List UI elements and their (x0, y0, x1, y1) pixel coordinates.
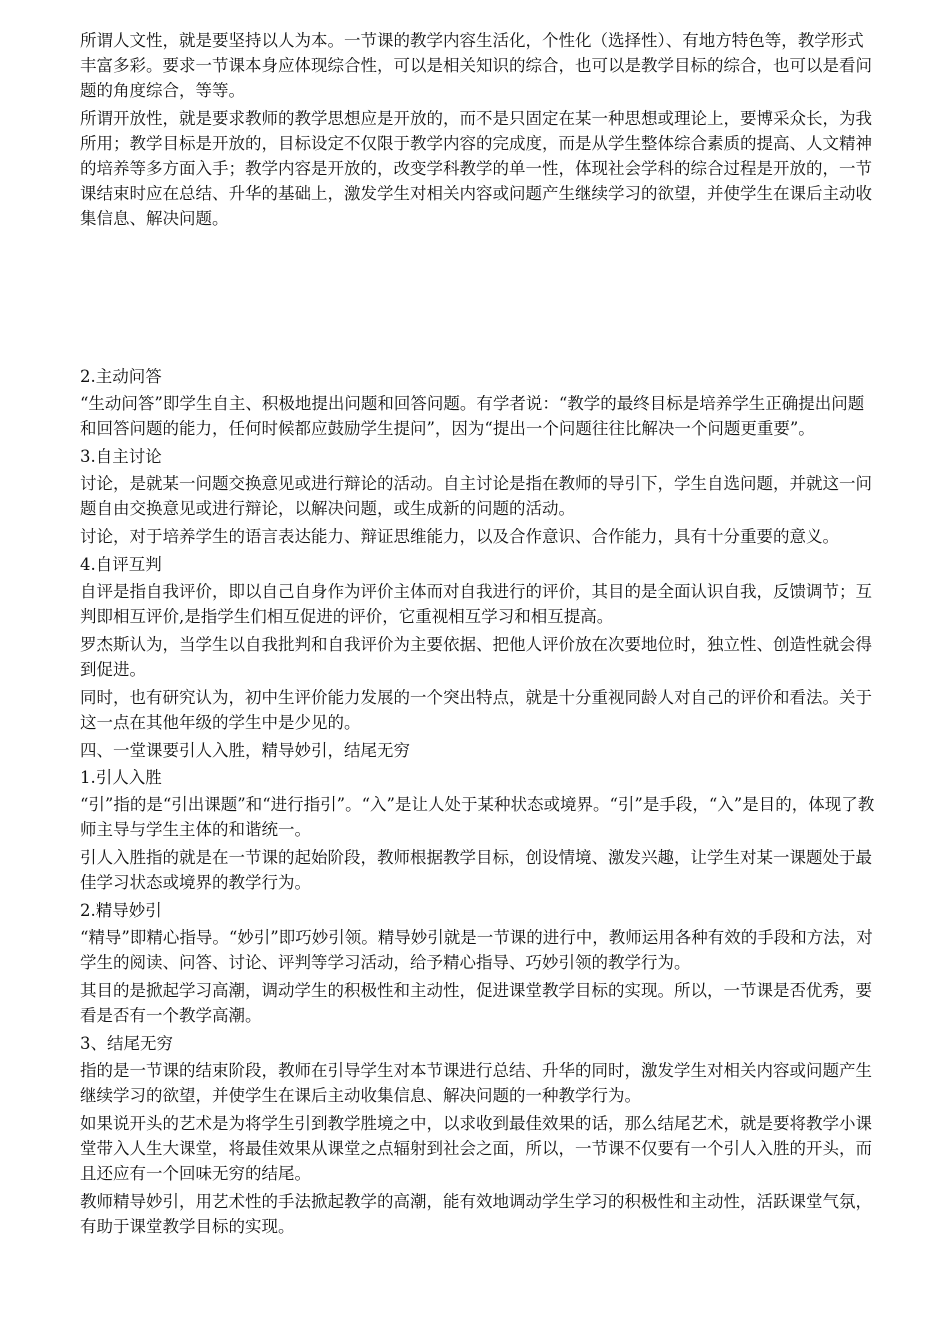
heading-ending: 3、结尾无穷 (80, 1034, 173, 1053)
heading-self-evaluation: 4.自评互判 (80, 555, 162, 574)
paragraph-guidance-1: “精导”即精心指导。“妙引”即巧妙引领。精导妙引就是一节课的进行中，教师运用各种有效的手段和方法，对学生的阅读、问答、讨论、评判等学习活动，给予精心指导、巧妙引领的教学行为。 (80, 928, 873, 972)
paragraph-ending-3: 教师精导妙引，用艺术性的手法掀起教学的高潮，能有效地调动学生学习的积极性和主动性，活跃课堂气氛，有助于课堂教学目标的实现。 (80, 1192, 872, 1236)
paragraph-evaluation-3: 同时，也有研究认为，初中生评价能力发展的一个突出特点，就是十分重视同龄人对自己的评价和看法。关于这一点在其他年级的学生中是少见的。 (80, 688, 872, 732)
paragraph-discussion-2: 讨论，对于培养学生的语言表达能力、辩证思维能力，以及合作意识、合作能力，具有十分重要的意义。 (80, 527, 839, 546)
paragraph-discussion-1: 讨论，是就某一问题交换意见或进行辩论的活动。自主讨论是指在教师的导引下，学生自选问题，并就这一问题自由交换意见或进行辩论，以解决问题，或生成新的问题的活动。 (80, 474, 872, 518)
heading-engaging-intro: 1.引人入胜 (80, 768, 162, 787)
document-page (80, 28, 880, 1242)
paragraph-guidance-2: 其目的是掀起学习高潮，调动学生的积极性和主动性，促进课堂教学目标的实现。所以，一节课是否优秀，要看是否有一个教学高潮。 (80, 981, 872, 1025)
paragraph-openness: 所谓开放性，就是要求教师的教学思想应是开放的，而不是只固定在某一种思想或理论上，要博采众长，为我所用；教学目标是开放的，目标设定不仅限于教学内容的完成度，而是从学生整体综合素质的提高、人文精神的培养等多方面入手；教学内容是开放的，改变学科教学的单一性，体现社会学科的综合过程是开放的，一节课结束时应在总结、升华的基础上，激发学生对相关内容或问题产生继续学习的欲望，并使学生在课后主动收集信息、解决问题。 (80, 109, 872, 228)
paragraph-humanistic: 所谓人文性，就是要坚持以人为本。一节课的教学内容生活化，个性化（选择性）、有地方特色等，教学形式丰富多彩。要求一节课本身应体现综合性，可以是相关知识的综合，也可以是教学目标的综合，也可以是看问题的角度综合，等等。 (80, 31, 872, 100)
paragraph-active-qa: “生动问答”即学生自主、积极地提出问题和回答问题。有学者说：“教学的最终目标是培养学生正确提出问题和回答问题的能力，任何时候都应鼓励学生提问”，因为“提出一个问题往往比解决一个问题更重要”。 (80, 394, 865, 438)
paragraph-ending-1: 指的是一节课的结束阶段，教师在引导学生对本节课进行总结、升华的同时，激发学生对相关内容或问题产生继续学习的欲望，并使学生在课后主动收集信息、解决问题的一种教学行为。 (80, 1061, 872, 1105)
heading-active-qa: 2.主动问答 (80, 367, 162, 386)
paragraph-ending-2: 如果说开头的艺术是为将学生引到教学胜境之中，以求收到最佳效果的话，那么结尾艺术，就是要将教学小课堂带入人生大课堂，将最佳效果从课堂之点辐射到社会之面，所以，一节课不仅要有一个引人入胜的开头，而且还应有一个回味无穷的结尾。 (80, 1114, 872, 1183)
paragraph-intro-1: “引”指的是“引出课题”和“进行指引”。“入”是让人处于某种状态或境界。“引”是手段，“入”是目的，体现了教师主导与学生主体的和谐统一。 (80, 795, 875, 839)
heading-guidance: 2.精导妙引 (80, 901, 162, 920)
paragraph-evaluation-1: 自评是指自我评价，即以自己自身作为评价主体而对自我进行的评价，其目的是全面认识自我，反馈调节；互判即相互评价,是指学生们相互促进的评价，它重视相互学习和相互提高。 (80, 582, 872, 626)
blank-gap (80, 234, 880, 364)
paragraph-intro-2: 引人入胜指的就是在一节课的起始阶段，教师根据教学目标，创设情境、激发兴趣，让学生对某一课题处于最佳学习状态或境界的教学行为。 (80, 848, 872, 892)
heading-self-discussion: 3.自主讨论 (80, 447, 162, 466)
paragraph-evaluation-2: 罗杰斯认为，当学生以自我批判和自我评价为主要依据、把他人评价放在次要地位时，独立性、创造性就会得到促进。 (80, 635, 872, 679)
heading-part-four: 四、一堂课要引人入胜，精导妙引，结尾无穷 (80, 741, 410, 760)
